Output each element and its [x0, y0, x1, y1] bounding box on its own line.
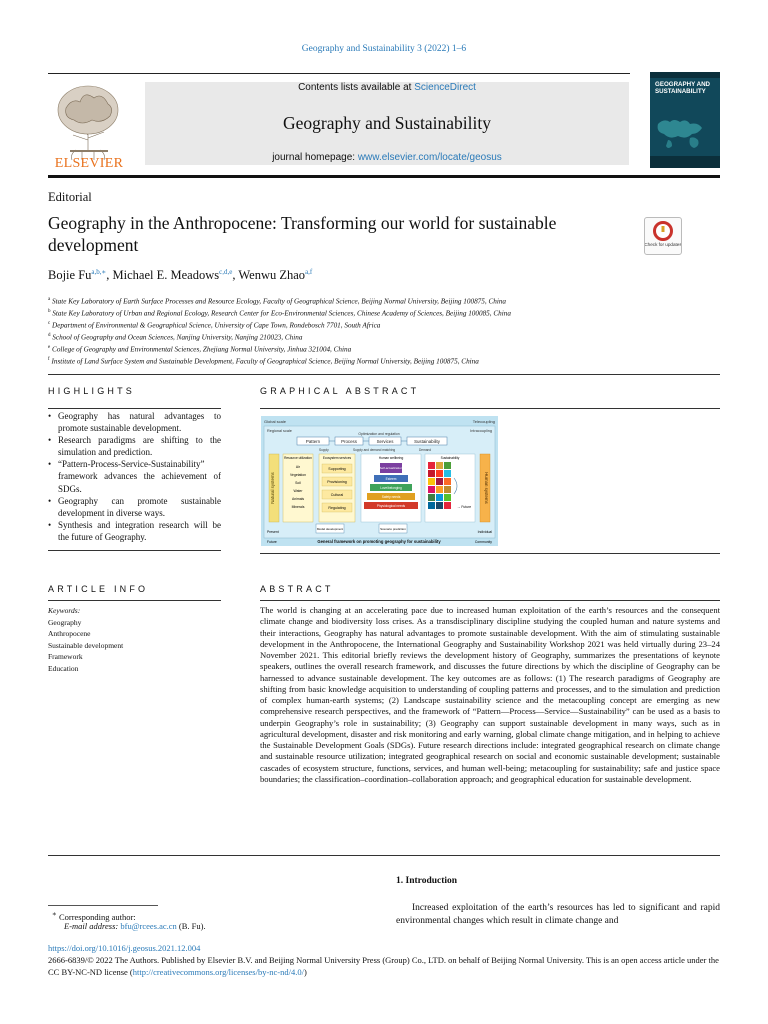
svg-text:Human systems: Human systems: [484, 472, 489, 504]
contents-line: [145, 82, 629, 93]
abstract-text: The world is changing at an accelerating pace due to increased human exploitation of the earth’s resources and the consequent climate change and biodiversity loss crises. As a transdisciplinary discipline studying the coupled human and nature systems and their interactions, Geography has natural advantages to promote sustainable development. With the aim of stimulating sustainable development in the Anthropocene, the International Geography and Sustainability Workshop 2021 was held virtually during 23–24 November 2021. This editorial briefly reviews the development history of Geography, summarizes the presentations of keynote speakers, outlines the overall research framework, and discusses the future directions by which the discipline of Geography can be harnessed to advance sustainable development. The key outcomes are as follows: (1) The research paradigms of Geography are shifting from basic knowledge acquisition to understanding of coupling patterns and processes, and to the simulation and prediction of complex human-earth systems; (2) Landscape sustainability science and the metacoupling concept are emerging as new comprehensive research perspectives, and the framework of “Pattern—Process—Service—Sustainability” can be used as a basis to underpin Geography’s role in sustainability; (3) Geography can support sustainable development in many ways, such as in agricultural development, disaster and risk monitoring and early warning, global climate change mitigation, and in helping to achieve the Sustainable Development Goals (SDGs). Future research directions include: integrated geographical research on climate change and sustainable resource utilization; integrated geographical research on social and economic sustainable development; sustainable cascades of ecosystem structure, functions, services, and human well-being; metacoupling for sustainability; safe and justice space boundaries; the classification–coordination–collaboration approach; and geographical education for sustainable development.: [260, 605, 720, 784]
license-link[interactable]: http://creativecommons.org/licenses/by-nc-nd/4.0/: [132, 966, 304, 977]
svg-text:Individual: Individual: [477, 530, 492, 534]
svg-text:Demand: Demand: [419, 448, 432, 452]
svg-text:Model development: Model development: [316, 527, 344, 531]
author-affiliation-marks[interactable]: c,d,e: [219, 268, 233, 276]
sciencedirect-link[interactable]: ScienceDirect: [414, 82, 476, 93]
svg-text:Regional scale: Regional scale: [267, 429, 292, 433]
homepage-link[interactable]: www.elsevier.com/locate/geosus: [357, 152, 502, 163]
header-bottom-rule: [48, 175, 720, 178]
cover-map-icon: [650, 72, 720, 168]
footnote-rule: [48, 905, 158, 906]
svg-text:Soil: Soil: [295, 481, 301, 485]
keyword: Geography: [48, 618, 82, 627]
affiliation-item: $^f$ Institute of Land Surface System and Sustainable Development, Faculty of Geographical Science, Beijing Normal University, Beijing 100875, China: [48, 356, 479, 366]
svg-text:Supporting: Supporting: [328, 467, 346, 471]
svg-text:Pattern: Pattern: [305, 439, 321, 444]
svg-text:Provisioning: Provisioning: [327, 480, 347, 484]
abstract-heading: ABSTRACT: [260, 584, 334, 594]
svg-text:Safety needs: Safety needs: [381, 495, 401, 499]
footnote-mark: ∗: [52, 910, 57, 918]
svg-text:Natural systems: Natural systems: [270, 472, 275, 504]
journal-title[interactable]: Geography and Sustainability: [282, 113, 492, 133]
svg-text:Future: Future: [267, 540, 277, 544]
author-name: Wenwu Zhao: [238, 268, 306, 283]
svg-text:Self-actualization: Self-actualization: [379, 466, 403, 470]
copyright-text: 2666-6839/© 2022 The Authors. Published by Elsevier B.V. and Beijing Normal University Press (Group) Co., LTD. on behalf of Beijing Normal University. This is an open access article under the CC BY-NC-ND license (: [48, 955, 719, 977]
svg-text:SUSTAINABILITY: SUSTAINABILITY: [655, 88, 706, 95]
keywords-label: Keywords:: [48, 606, 81, 615]
copyright-suffix: ): [304, 966, 307, 977]
header-top-rule: [48, 73, 630, 74]
svg-text:Regulating: Regulating: [328, 506, 346, 510]
affiliation-item: $^b$ State Key Laboratory of Urban and Regional Ecology, Research Center for Eco-Environmental Sciences, Chinese Academy of Sciences, Beijing 100085, China: [48, 308, 511, 318]
elsevier-logo[interactable]: [48, 80, 130, 170]
section-rule: [260, 408, 720, 409]
svg-text:Minerals: Minerals: [291, 505, 305, 509]
svg-text:Sustainability: Sustainability: [414, 439, 440, 444]
svg-text:Present: Present: [267, 530, 279, 534]
journal-cover[interactable]: [650, 72, 720, 168]
doi-link[interactable]: https://doi.org/10.1016/j.geosus.2021.12.004: [48, 943, 201, 953]
svg-text:Physiological needs: Physiological needs: [376, 504, 406, 508]
email-suffix: (B. Fu).: [176, 921, 206, 931]
highlight-item: • Research paradigms are shifting to the simulation and prediction.: [48, 434, 221, 458]
svg-text:Human wellbeing: Human wellbeing: [378, 456, 404, 460]
keyword: Anthropocene: [48, 629, 91, 639]
svg-text:Intracoupling: Intracoupling: [470, 429, 492, 433]
article-type: Editorial: [48, 190, 92, 204]
svg-text:Scenario prediction: Scenario prediction: [380, 527, 406, 531]
section-rule: [48, 374, 720, 375]
svg-text:Community: Community: [474, 540, 492, 544]
copyright-notice: [48, 955, 720, 978]
check-for-updates-button[interactable]: [644, 217, 682, 255]
affiliation-item: $^c$ Department of Environmental & Geographical Science, University of Cape Town, Rondebosch 7701, South Africa: [48, 320, 381, 330]
section-rule: [48, 408, 221, 409]
svg-text:Animals: Animals: [291, 497, 305, 501]
highlight-item: • Geography can promote sustainable development in diverse ways.: [48, 495, 221, 519]
svg-text:Services: Services: [376, 439, 394, 444]
svg-text:ELSEVIER: ELSEVIER: [54, 156, 124, 170]
svg-text:Global scale: Global scale: [264, 419, 287, 424]
svg-text:Telecoupling: Telecoupling: [472, 419, 495, 424]
affiliation-item: $^e$ College of Geography and Environmental Sciences, Zhejiang Normal University, Jinhua 321004, China: [48, 344, 352, 354]
corresponding-author-note: [52, 909, 136, 922]
svg-text:Supply and demand matching: Supply and demand matching: [353, 448, 396, 452]
highlights-heading: HIGHLIGHTS: [48, 386, 136, 396]
keyword: Sustainable development: [48, 640, 124, 650]
introduction-text: Increased exploitation of the earth’s resources has led to significant and rapid environmental changes which result in climate change and: [396, 903, 720, 926]
highlight-item: • “Pattern-Process-Service-Sustainability” framework advances the achievement of SDGs.: [48, 458, 221, 494]
graphical-abstract-heading: GRAPHICAL ABSTRACT: [260, 386, 420, 396]
journal-reference[interactable]: Geography and Sustainability 3 (2022) 1–6: [301, 44, 467, 54]
check-updates-icon: [645, 218, 681, 254]
article-title: Geography in the Anthropocene: Transforming our world for sustainable development: [48, 213, 557, 255]
email-link[interactable]: bfu@rcees.ac.cn: [120, 921, 177, 931]
svg-text:GEOGRAPHY AND: GEOGRAPHY AND: [655, 81, 711, 88]
highlights-list: [48, 410, 221, 543]
author-affiliation-marks[interactable]: a,b,∗: [91, 268, 107, 276]
affiliation-list: [48, 295, 728, 367]
svg-text:Process: Process: [341, 439, 357, 444]
homepage-prefix: journal homepage:: [272, 152, 358, 163]
author-name: Bojie Fu: [48, 268, 92, 283]
section-rule: [260, 600, 720, 601]
affiliation-item: $^d$ School of Geography and Ocean Sciences, Nanjing University, Nanjing 210023, China: [48, 332, 303, 342]
svg-text:Supply: Supply: [319, 448, 329, 452]
keyword: Education: [48, 663, 79, 673]
svg-text:Love/belonging: Love/belonging: [380, 486, 402, 490]
svg-text:Check for updates: Check for updates: [645, 242, 681, 247]
introduction-heading: 1. Introduction: [396, 876, 458, 886]
author-affiliation-marks[interactable]: a,f: [305, 268, 313, 276]
svg-text:Resource utilization: Resource utilization: [284, 456, 312, 460]
homepage-line: [145, 152, 629, 163]
corresponding-label: Corresponding author:: [58, 911, 136, 922]
svg-text:Air: Air: [295, 465, 301, 469]
svg-text:Water: Water: [293, 489, 303, 493]
svg-text:Vegetation: Vegetation: [289, 473, 307, 477]
keyword: Framework: [48, 652, 83, 662]
affiliation-item: $^a$ State Key Laboratory of Earth Surface Processes and Resource Ecology, Faculty of Geographical Science, Beijing Normal University, Beijing 100875, China: [48, 297, 507, 306]
section-rule: [48, 550, 221, 551]
svg-text:→ Future: → Future: [457, 505, 472, 509]
article-info-heading: ARTICLE INFO: [48, 584, 149, 594]
author-name: Michael E. Meadows: [112, 268, 220, 283]
svg-text:Cultural: Cultural: [330, 493, 344, 497]
highlight-item: • Synthesis and integration research will be the future of Geography.: [48, 519, 221, 543]
contents-prefix: Contents lists available at: [298, 82, 415, 93]
email-note: [64, 921, 206, 931]
svg-text:General framework on promoting: General framework on promoting geography for sustainability: [317, 539, 441, 544]
svg-text:Ecosystem services: Ecosystem services: [322, 456, 352, 460]
framework-diagram: [261, 416, 498, 546]
svg-text:Sustainability: Sustainability: [440, 456, 460, 460]
svg-text:Esteem: Esteem: [385, 477, 397, 481]
elsevier-tree-icon: [48, 80, 130, 170]
keywords-list: [48, 617, 123, 674]
svg-text:Optimization and regulation: Optimization and regulation: [358, 432, 400, 436]
section-rule: [48, 855, 720, 856]
highlight-item: • Geography has natural advantages to promote sustainable development.: [48, 410, 221, 434]
graphical-abstract-figure[interactable]: [261, 416, 498, 546]
section-rule: [48, 600, 221, 601]
author-list: Bojie $Fu^{a,b,∗}$, Michael E. Meadows$^{c,d,e}$, Wenwu Zhao$^{a,f}$: [48, 268, 313, 283]
section-rule: [260, 553, 720, 554]
email-label: E-mail address:: [64, 921, 119, 931]
